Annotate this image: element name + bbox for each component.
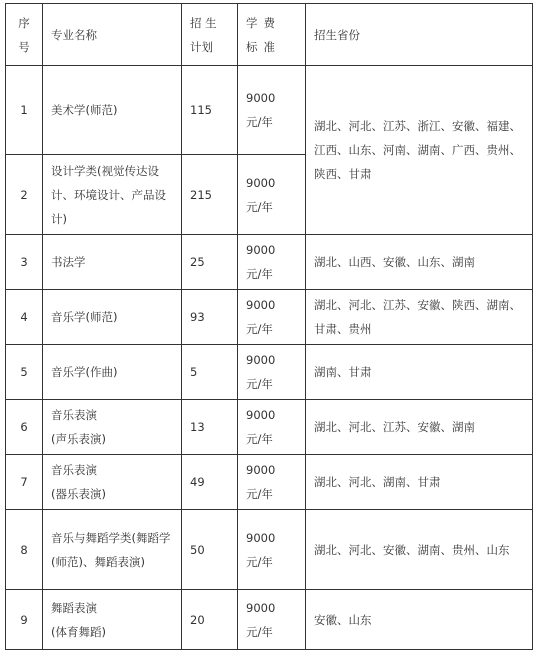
row-provinces: 湖北、河北、江苏、安徽、陕西、湖南、甘肃、贵州 [306, 290, 533, 345]
table-row [6, 290, 533, 345]
table-row [6, 455, 533, 510]
row-major: 书法学 [43, 235, 182, 290]
row-plan: 215 [182, 155, 238, 235]
header-row [6, 4, 533, 66]
table-row [6, 66, 533, 155]
header-seq: 序号 [6, 4, 43, 66]
table-row [6, 400, 533, 455]
row-provinces: 湖北、山西、安徽、山东、湖南 [306, 235, 533, 290]
row-major: 设计学类(视觉传达设计、环境设计、产品设计) [43, 155, 182, 235]
row-major: 美术学(师范) [43, 66, 182, 155]
row-fee: 9000元/年 [238, 510, 306, 590]
header-provinces: 招生省份 [306, 4, 533, 66]
header-fee: 学费标准 [238, 4, 306, 66]
row-seq: 6 [6, 400, 43, 455]
row-major: 音乐表演(声乐表演) [43, 400, 182, 455]
row-major: 音乐与舞蹈学类(舞蹈学(师范)、舞蹈表演) [43, 510, 182, 590]
row-seq: 7 [6, 455, 43, 510]
row-provinces: 安徽、山东 [306, 590, 533, 650]
row-seq: 9 [6, 590, 43, 650]
row-seq: 4 [6, 290, 43, 345]
header-plan: 招 生 计划 [182, 4, 238, 66]
row-plan: 115 [182, 66, 238, 155]
row-seq: 1 [6, 66, 43, 155]
row-seq: 5 [6, 345, 43, 400]
row-major: 音乐学(师范) [43, 290, 182, 345]
row-fee: 9000元/年 [238, 345, 306, 400]
table-row [6, 590, 533, 650]
row-plan: 13 [182, 400, 238, 455]
row-plan: 49 [182, 455, 238, 510]
row-fee: 9000元/年 [238, 290, 306, 345]
row-seq: 3 [6, 235, 43, 290]
table-row [6, 235, 533, 290]
row-major: 音乐表演(器乐表演) [43, 455, 182, 510]
row-fee: 9000元/年 [238, 400, 306, 455]
row-major: 音乐学(作曲) [43, 345, 182, 400]
row-fee: 9000元/年 [238, 155, 306, 235]
row-seq: 2 [6, 155, 43, 235]
header-major: 专业名称 [43, 4, 182, 66]
row-fee: 9000元/年 [238, 590, 306, 650]
row-plan: 25 [182, 235, 238, 290]
row-provinces: 湖南、甘肃 [306, 345, 533, 400]
table-row [6, 510, 533, 590]
row-fee: 9000元/年 [238, 235, 306, 290]
row-plan: 5 [182, 345, 238, 400]
row-fee: 9000元/年 [238, 66, 306, 155]
row-plan: 93 [182, 290, 238, 345]
row-major: 舞蹈表演(体育舞蹈) [43, 590, 182, 650]
row-provinces: 湖北、河北、江苏、安徽、湖南 [306, 400, 533, 455]
row-provinces-merged: 湖北、河北、江苏、浙江、安徽、福建、江西、山东、河南、湖南、广西、贵州、陕西、甘肃 [306, 66, 533, 235]
row-provinces: 湖北、河北、安徽、湖南、贵州、山东 [306, 510, 533, 590]
enrollment-table [5, 3, 533, 650]
table-row [6, 345, 533, 400]
row-provinces: 湖北、河北、湖南、甘肃 [306, 455, 533, 510]
row-fee: 9000元/年 [238, 455, 306, 510]
row-plan: 20 [182, 590, 238, 650]
row-plan: 50 [182, 510, 238, 590]
row-seq: 8 [6, 510, 43, 590]
